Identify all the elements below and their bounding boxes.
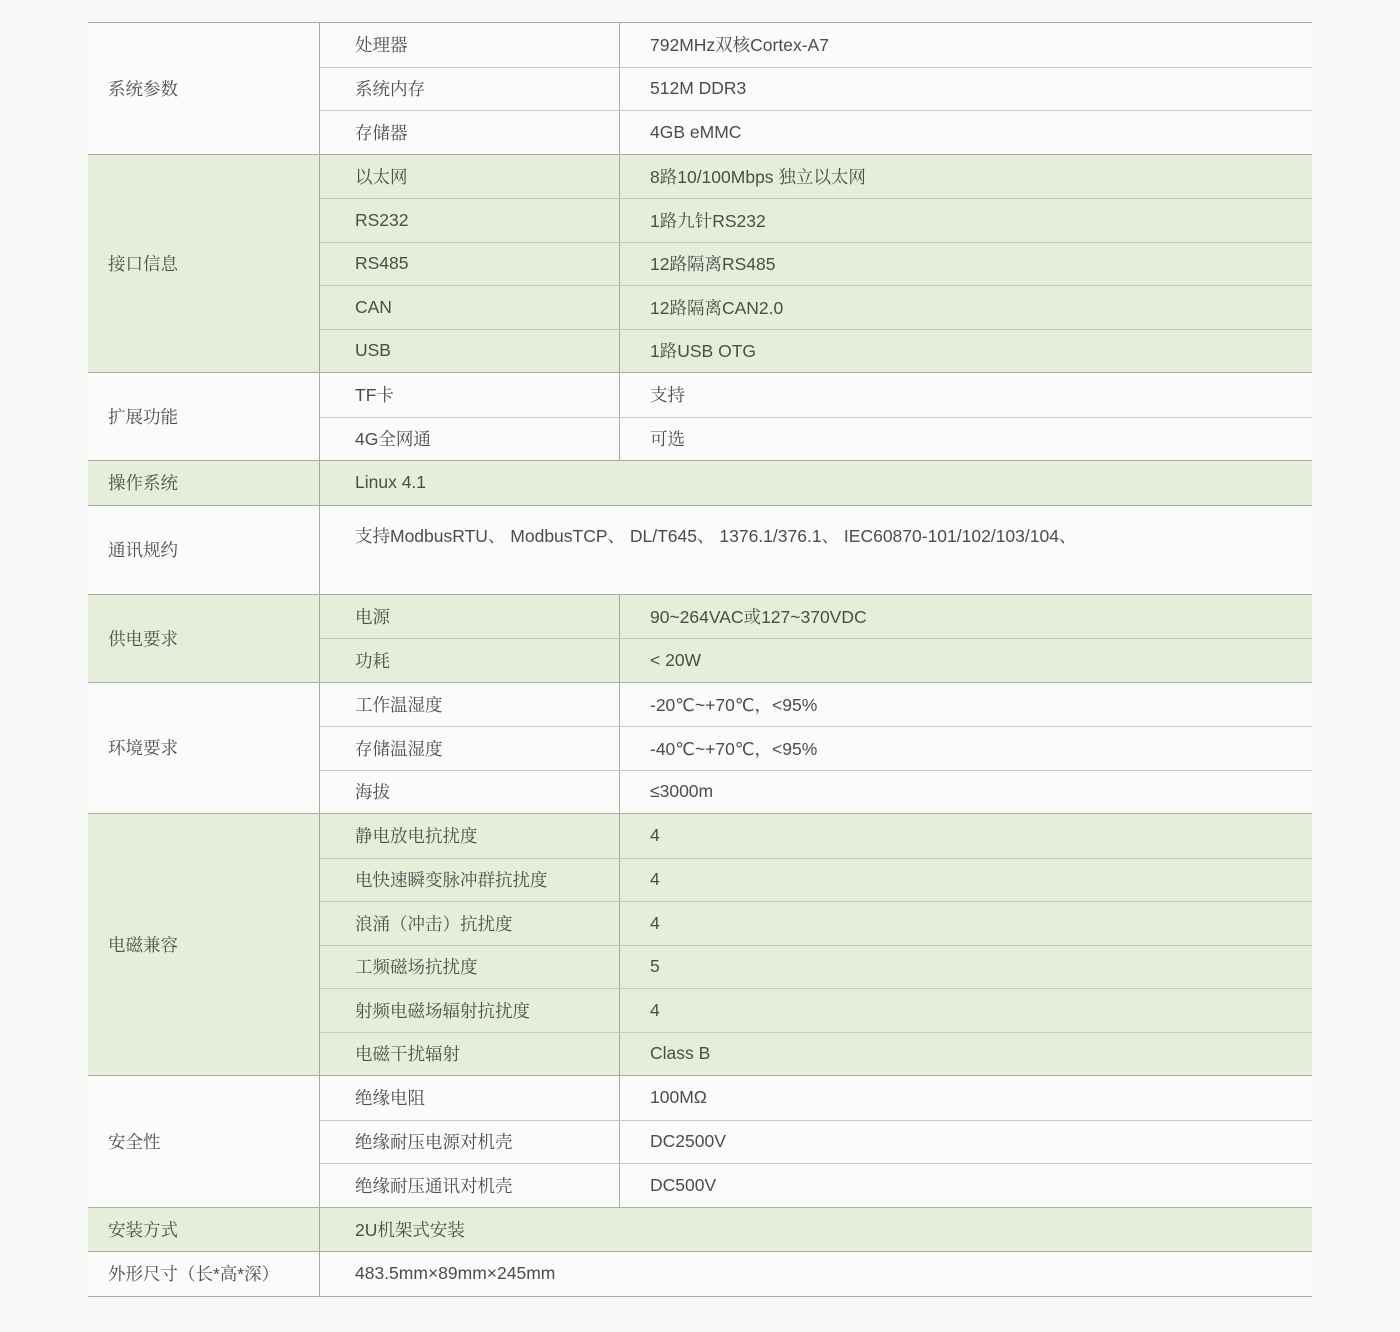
param-name: 工频磁场抗扰度 (320, 946, 620, 989)
spec-row (320, 726, 1312, 770)
section-label: 环境要求 (88, 683, 320, 814)
param-name: 电源 (320, 595, 620, 639)
param-name: 电磁干扰辐射 (320, 1033, 620, 1076)
spec-row (320, 417, 1312, 461)
section-mounting (88, 1208, 1312, 1253)
param-name: USB (320, 330, 620, 373)
param-value: 1路USB OTG (650, 341, 756, 362)
param-value: 4GB eMMC (650, 121, 742, 142)
spec-row (320, 67, 1312, 111)
param-value: 4 (650, 999, 660, 1020)
spec-row (320, 988, 1312, 1032)
section-environment (88, 683, 1312, 815)
param-name: 系统内存 (320, 68, 620, 111)
spec-table (88, 22, 1312, 1297)
param-value: 512M DDR3 (650, 78, 747, 99)
section-label: 外形尺寸（长*高*深） (88, 1252, 320, 1296)
param-name: 海拔 (320, 771, 620, 814)
param-name: 电快速瞬变脉冲群抗扰度 (320, 859, 620, 902)
param-value: 12路隔离CAN2.0 (650, 297, 784, 318)
spec-row (320, 198, 1312, 242)
param-name: 工作温湿度 (320, 683, 620, 727)
section-interfaces (88, 155, 1312, 374)
section-label: 安装方式 (88, 1208, 320, 1252)
section-rows (320, 1076, 1312, 1207)
section-os (88, 461, 1312, 506)
param-value: -20℃~+70℃，<95% (650, 694, 818, 715)
spec-row (320, 110, 1312, 154)
param-name: RS485 (320, 243, 620, 286)
param-value: Linux 4.1 (355, 472, 427, 493)
param-value: 4 (650, 825, 660, 846)
section-safety (88, 1076, 1312, 1208)
section-label: 通讯规约 (88, 506, 320, 594)
spec-row (320, 770, 1312, 814)
param-value: 100MΩ (650, 1087, 707, 1108)
section-rows (320, 595, 1312, 682)
spec-row (320, 945, 1312, 989)
spec-row (320, 683, 1312, 727)
spec-row (320, 814, 1312, 858)
section-power (88, 595, 1312, 683)
section-rows (320, 814, 1312, 1075)
param-value: ≤3000m (650, 781, 714, 802)
param-value: 483.5mm×89mm×245mm (355, 1263, 556, 1284)
section-label: 供电要求 (88, 595, 320, 682)
param-name: 浪涌（冲击）抗扰度 (320, 902, 620, 945)
param-value: 5 (650, 956, 660, 977)
param-name: 4G全网通 (320, 418, 620, 461)
param-name: 以太网 (320, 155, 620, 199)
param-value: DC500V (650, 1174, 717, 1195)
spec-row (320, 373, 1312, 417)
param-name: 绝缘耐压通讯对机壳 (320, 1164, 620, 1207)
spec-row (320, 858, 1312, 902)
spec-row (320, 155, 1312, 199)
section-label: 安全性 (88, 1076, 320, 1207)
param-value: 4 (650, 869, 660, 890)
param-name: TF卡 (320, 373, 620, 417)
section-label: 操作系统 (88, 461, 320, 505)
param-value: -40℃~+70℃，<95% (650, 738, 818, 759)
param-name: 存储器 (320, 111, 620, 154)
param-name: 存储温湿度 (320, 727, 620, 770)
param-value: Class B (650, 1043, 711, 1064)
section-rows (320, 23, 1312, 154)
section-label: 电磁兼容 (88, 814, 320, 1075)
param-name: 射频电磁场辐射抗扰度 (320, 989, 620, 1032)
param-name: 处理器 (320, 23, 620, 67)
param-value: 可选 (650, 429, 685, 450)
spec-row (320, 1032, 1312, 1076)
param-value: 90~264VAC或127~370VDC (650, 606, 867, 627)
param-name: CAN (320, 286, 620, 329)
section-label: 接口信息 (88, 155, 320, 373)
spec-row (320, 285, 1312, 329)
param-value: 12路隔离RS485 (650, 254, 776, 275)
section-rows (320, 373, 1312, 460)
spec-row (320, 242, 1312, 286)
spec-row (320, 901, 1312, 945)
param-name: RS232 (320, 199, 620, 242)
spec-row (320, 638, 1312, 682)
section-system-params (88, 23, 1312, 155)
param-name: 功耗 (320, 639, 620, 682)
section-rows (320, 683, 1312, 814)
section-protocols (88, 506, 1312, 595)
param-value: 支持 (650, 385, 685, 406)
spec-row (320, 1076, 1312, 1120)
spec-row (320, 1120, 1312, 1164)
section-label: 系统参数 (88, 23, 320, 154)
section-label: 扩展功能 (88, 373, 320, 460)
param-name: 绝缘电阻 (320, 1076, 620, 1120)
param-value: 2U机架式安装 (355, 1219, 465, 1240)
param-name: 静电放电抗扰度 (320, 814, 620, 858)
param-value: 4 (650, 912, 660, 933)
section-rows (320, 155, 1312, 373)
param-value: 8路10/100Mbps 独立以太网 (650, 166, 866, 187)
spec-row (320, 1163, 1312, 1207)
section-dimensions (88, 1252, 1312, 1297)
param-value: 792MHz双核Cortex-A7 (650, 35, 829, 56)
param-value: DC2500V (650, 1131, 726, 1152)
spec-row (320, 595, 1312, 639)
param-value: 1路九针RS232 (650, 210, 766, 231)
param-value: 支持ModbusRTU、 ModbusTCP、 DL/T645、 1376.1/376.1、 IEC60870-101/102/103/104、 (355, 525, 1077, 546)
param-value: < 20W (650, 649, 702, 670)
section-expansion (88, 373, 1312, 461)
param-name: 绝缘耐压电源对机壳 (320, 1121, 620, 1164)
spec-row (320, 23, 1312, 67)
section-emc (88, 814, 1312, 1076)
spec-row (320, 329, 1312, 373)
